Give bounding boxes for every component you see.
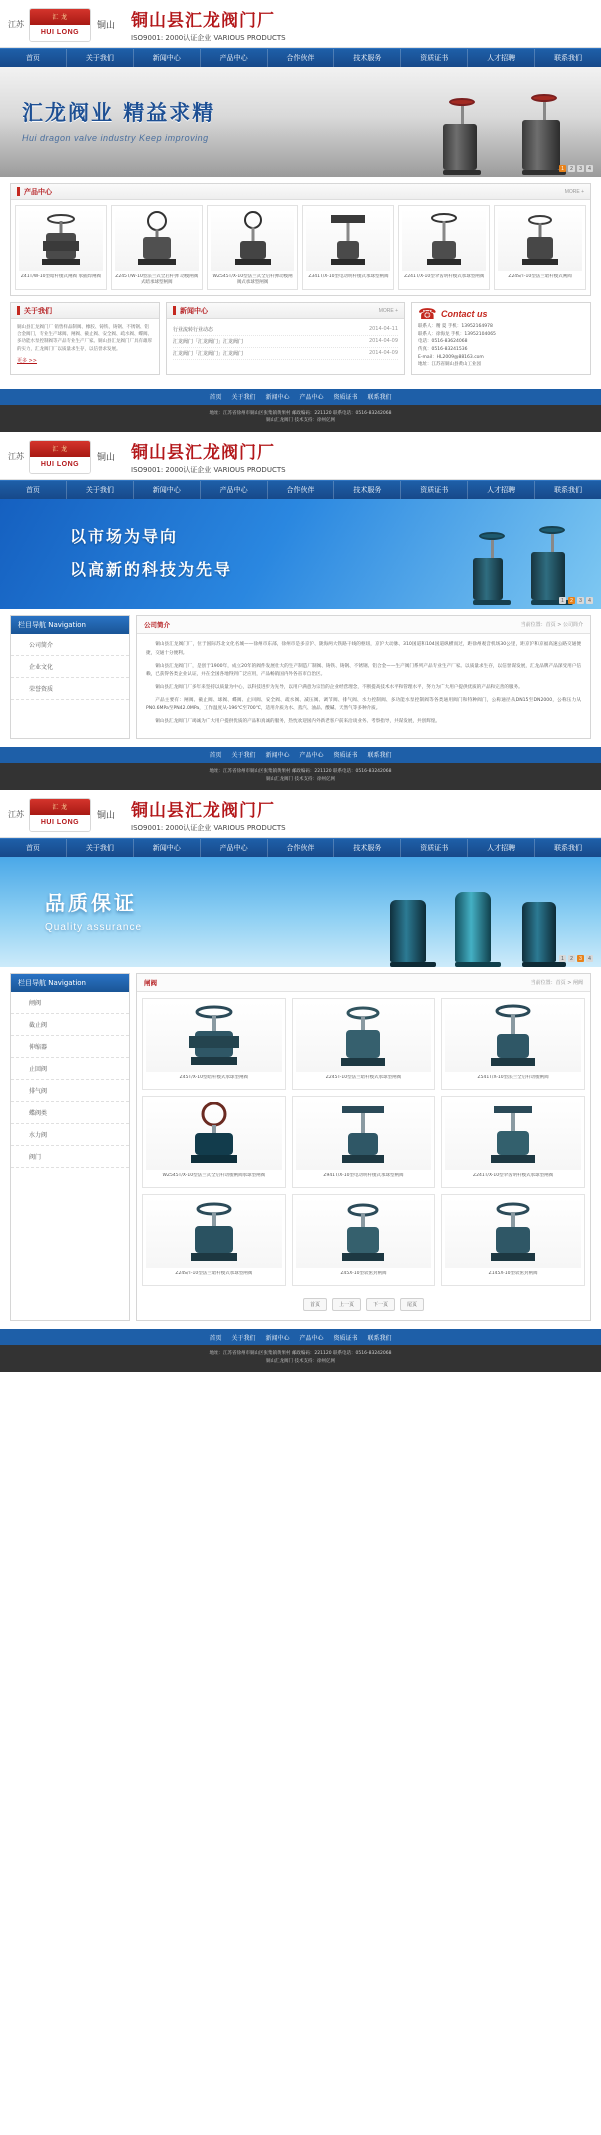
product-card[interactable]	[302, 205, 394, 290]
valve-icon	[179, 1200, 249, 1266]
product-panel-more-link[interactable]: MORE +	[564, 188, 584, 195]
product-panel-header	[11, 184, 590, 200]
product-card[interactable]	[142, 1194, 286, 1286]
banner3-subheadline: Quality assurance	[45, 922, 143, 934]
banner1-headline: 汇龙阀业 精益求精	[22, 101, 216, 125]
about-panel-title: 关于我们	[24, 306, 52, 315]
nav-item-service[interactable]: 技术服务	[334, 481, 401, 499]
footer-credit: 铜山汇龙阀门 技术支持：徐州亿网	[266, 776, 335, 782]
main-nav[interactable]	[0, 480, 601, 499]
footer-credit: 铜山汇龙阀门 技术支持：徐州亿网	[266, 1358, 335, 1364]
product-image	[211, 209, 295, 271]
nav-item-service[interactable]: 技术服务	[334, 839, 401, 857]
valve-icon	[179, 1102, 249, 1168]
contact-panel-title: Contact us	[441, 309, 488, 319]
about-paragraph: 铜山县汇龙阀门厂，是创于1900年，成立20年的阀件发展壮大的生产制造厂制阀、铸铁、铸钢、不锈钢、铝合金——生产阀门系列产品专业生产厂家。以质量求生存，以信誉谋发展，汇龙品牌产品深受用户信赖，已获得各类企业认证，并在全国各地得到广泛应用，产品畅销国内外各省市自治区。	[146, 663, 581, 678]
sidebar-item-check-valve[interactable]: 止回阀	[11, 1058, 129, 1080]
footer-nav-certificates[interactable]: 资质证书	[333, 752, 358, 760]
product-list-page	[0, 790, 601, 1372]
product-image	[19, 209, 103, 271]
logo-left-label: 江苏	[8, 810, 24, 820]
banner1-dots[interactable]	[559, 165, 593, 172]
header-titles	[131, 438, 286, 475]
nav-item-about[interactable]: 关于我们	[67, 481, 134, 499]
valve-illustration	[455, 892, 501, 967]
site-header	[0, 0, 601, 48]
nav-item-products[interactable]: 产品中心	[201, 839, 268, 857]
red-bar-icon	[17, 306, 20, 315]
product-list-grid	[137, 992, 590, 1292]
footer-address: 地址：江苏省徐州市铜山区张集镇黄果村 邮政编码：221120 联系电话：0516-83242068	[209, 768, 392, 774]
footer-nav-contact[interactable]: 联系我们	[367, 1334, 392, 1342]
logo-side-label: 铜山	[97, 21, 116, 31]
logo-en-label: HUI LONG	[40, 461, 80, 469]
phone-icon	[418, 307, 436, 321]
valve-icon	[38, 211, 84, 269]
sidebar-item-air-valve[interactable]: 排气阀	[11, 1080, 129, 1102]
nav-item-contact[interactable]: 联系我们	[554, 54, 583, 62]
logo-left-label: 江苏	[8, 20, 24, 29]
product-caption: Z245T-10型法兰暗杆楔式承球型闸阀	[325, 1075, 402, 1081]
product-panel-title: 产品中心	[24, 187, 52, 196]
valve-icon	[328, 1102, 398, 1168]
nav-item-certificates[interactable]: 资质证书	[401, 49, 468, 67]
product-image	[296, 1002, 432, 1072]
valve-icon	[478, 1200, 548, 1266]
nav-item-products[interactable]: 产品中心	[201, 481, 268, 499]
company-title: 铜山县汇龙阀门厂	[131, 443, 276, 464]
contact-line: E-mail：HL2009@88163.com	[418, 354, 484, 360]
site-header	[0, 432, 601, 480]
footer-nav-certificates[interactable]: 资质证书	[333, 1334, 358, 1342]
valve-icon	[478, 1102, 548, 1168]
footer-nav-home[interactable]: 首页	[209, 1334, 222, 1342]
sidebar-item-gate-valve[interactable]: 闸阀	[11, 992, 129, 1014]
breadcrumb: 当前位置：首页 > 公司简介	[520, 622, 583, 629]
product-caption: WZ545T/X-10型法兰式全启杆动楔闸阀承球型闸阀	[162, 1173, 266, 1179]
news-panel-body	[167, 319, 404, 365]
logo-en-label: HUI LONG	[40, 29, 80, 36]
footer-nav[interactable]	[0, 1329, 601, 1345]
nav-item-jobs[interactable]: 人才招聘	[468, 481, 535, 499]
hero-banner-1[interactable]	[0, 67, 601, 177]
nav-item-jobs[interactable]: 人才招聘	[468, 839, 535, 857]
footer-info	[0, 1345, 601, 1372]
nav-item-about[interactable]: 关于我们	[67, 839, 134, 857]
nav-item-contact[interactable]: 联系我们	[554, 486, 583, 495]
footer-nav-products[interactable]: 产品中心	[299, 394, 324, 402]
footer-nav-about[interactable]: 关于我们	[231, 752, 256, 760]
logo[interactable]	[8, 798, 121, 832]
product-center-panel	[10, 183, 591, 296]
footer-address: 地址：江苏省徐州市铜山区张集镇黄果村 邮政编码：221120 联系电话：0516-83242068	[209, 1351, 392, 1357]
footer-info	[0, 763, 601, 790]
red-bar-icon	[173, 306, 176, 315]
footer-nav-news[interactable]: 新闻中心	[265, 752, 290, 760]
news-list	[173, 324, 398, 360]
valve-icon	[230, 211, 276, 269]
nav-item-service[interactable]: 技术服务	[334, 49, 401, 67]
valve-illustration	[443, 98, 481, 175]
about-content-box	[136, 615, 591, 739]
news-item[interactable]	[173, 324, 398, 336]
news-panel	[166, 302, 405, 375]
banner1-subheadline: Hui dragon valve industry Keep improving	[22, 133, 209, 143]
logo-badge	[29, 798, 91, 832]
logo-dragon-label: 汇 龙	[52, 15, 68, 21]
product-card[interactable]	[441, 1096, 585, 1188]
valve-icon	[478, 1004, 548, 1070]
footer-nav-certificates[interactable]: 资质证书	[333, 394, 358, 402]
banner-dot[interactable]: 2	[568, 165, 575, 172]
news-title: 汇龙阀门「汇龙阀门」汇龙阀门	[173, 339, 244, 345]
valve-illustration	[473, 532, 511, 605]
product-image	[146, 1002, 282, 1072]
product-image	[115, 209, 199, 271]
logo-side-label: 铜山	[97, 453, 116, 464]
news-panel-header	[167, 303, 404, 319]
nav-item-products[interactable]: 产品中心	[201, 49, 268, 67]
logo-left-label: 江苏	[8, 452, 24, 462]
home-lower-row	[10, 302, 591, 381]
contact-panel-header	[412, 303, 590, 323]
side-nav-title: 栏目导航 Navigation	[11, 974, 129, 992]
hero-banner-2[interactable]	[0, 499, 601, 609]
company-subtitle: ISO9001: 2000认证企业 VARIOUS PRODUCTS	[131, 824, 286, 833]
product-caption: Z541T/X-10型法兰全启杆动楔闸阀	[477, 1075, 549, 1081]
contact-line: 联系人：精 夏 手机：13952164978	[418, 324, 493, 329]
contact-line: 电话：0516-83624068	[418, 339, 468, 345]
valve-icon	[328, 1004, 398, 1070]
product-image	[296, 1100, 432, 1170]
company-subtitle: ISO9001: 2000认证企业 VARIOUS PRODUCTS	[131, 466, 286, 475]
logo[interactable]	[8, 440, 121, 474]
product-card[interactable]	[292, 1096, 436, 1188]
about-paragraph: 铜山县汇龙阀门厂多年来坚持以质量为中心，以科技进步为先导，以用户满意为宗旨的企业经营理念，不断提高技术水平和管理水平，努力为广大用户提供优质的产品和完善的服务。	[155, 685, 523, 690]
nav-item-contact[interactable]: 联系我们	[554, 844, 583, 853]
valve-icon	[179, 1004, 249, 1070]
news-item[interactable]	[173, 336, 398, 348]
footer-nav-news[interactable]: 新闻中心	[265, 394, 290, 402]
banner-dot[interactable]: 3	[577, 955, 584, 962]
sidebar-item-expansion-joint[interactable]: 伸缩器	[11, 1036, 129, 1058]
valve-icon	[421, 211, 467, 269]
sidebar-item-globe-valve[interactable]: 截止阀	[11, 1014, 129, 1036]
product-card[interactable]	[494, 205, 586, 290]
product-card[interactable]	[441, 1194, 585, 1286]
product-card[interactable]	[15, 205, 107, 290]
logo-dragon-label: 汇 龙	[52, 805, 68, 812]
product-card[interactable]	[292, 998, 436, 1090]
about-text: 铜山县汇龙阀门厂 销售样品制阀、橡胶、铸铁、铸钢、不锈钢、铝合金阀门，专业生产球阀、闸阀、截止阀、安全阀、疏水阀、蝶阀、多功能水泵控制阀等产品专业生产厂家。铜山县汇龙阀门厂具有雄厚的实力，汇龙阀门厂以质量求生存，以信誉求发展。	[17, 325, 152, 352]
nav-item-home[interactable]: 首页	[0, 839, 67, 857]
product-image	[146, 1100, 282, 1170]
about-panel	[10, 302, 160, 375]
product-caption: WZ545T/X-10型法兰式全启杆弹动楔闸阀式承球型闸阀	[212, 274, 293, 285]
logo-bottom	[30, 815, 90, 831]
pager-first[interactable]: 首页	[303, 1298, 327, 1311]
about-content-header	[137, 616, 590, 634]
about-page	[0, 432, 601, 790]
footer-nav-contact[interactable]: 联系我们	[367, 394, 392, 402]
banner2-line2: 以高新的科技为先导	[70, 560, 233, 580]
product-card[interactable]	[441, 998, 585, 1090]
product-caption: Z24S/T-10型法兰暗杆楔式承球型闸阀	[175, 1271, 253, 1277]
about-side-nav	[10, 615, 130, 739]
banner3-text	[45, 887, 142, 933]
header-titles	[131, 796, 286, 833]
nav-item-partners[interactable]: 合作伙伴	[268, 49, 335, 67]
product-image	[306, 209, 390, 271]
contact-line: 地址：江苏省铜山县黄山工业园	[418, 362, 481, 368]
banner-dot[interactable]: 4	[586, 165, 593, 172]
header-titles	[131, 6, 286, 43]
product-card[interactable]	[292, 1194, 436, 1286]
nav-item-jobs[interactable]: 人才招聘	[468, 49, 535, 67]
banner3-dots[interactable]	[559, 955, 593, 962]
product-image	[445, 1100, 581, 1170]
valve-icon	[517, 211, 563, 269]
product-image	[498, 209, 582, 271]
banner-dot[interactable]: 2	[568, 597, 575, 604]
nav-item-certificates[interactable]: 资质证书	[401, 839, 468, 857]
banner-dot[interactable]: 1	[559, 597, 566, 604]
about-paragraph: 铜山县汇龙阀门厂，位于国际苏北文化名城——徐州市东部，徐州市是多京沪、陇海两大铁路干线的枢纽，京沪大动脉、310国道和104国道纵横而过，距徐州观音机场30公里，距京沪和京福高速公路交通便捷，交通十分便利。	[146, 642, 581, 656]
sidebar-item-honors[interactable]: 荣誉资质	[11, 678, 129, 700]
nav-item-news[interactable]: 新闻中心	[134, 481, 201, 499]
product-grid	[11, 200, 590, 295]
hero-banner-3[interactable]	[0, 857, 601, 967]
news-date: 2014-04-09	[368, 338, 398, 344]
page-title: 闸阀	[144, 979, 157, 988]
nav-item-news[interactable]: 新闻中心	[134, 839, 201, 857]
footer-nav-about[interactable]: 关于我们	[231, 394, 256, 402]
footer-nav-home[interactable]: 首页	[209, 752, 222, 760]
logo-top	[30, 9, 90, 25]
sidebar-item-valves[interactable]: 阀门	[11, 1146, 129, 1168]
about-panel-header	[11, 303, 159, 319]
product-caption: Z24S/T-10型法兰暗杆楔式闸阀	[508, 274, 572, 279]
page-title: 公司简介	[144, 621, 170, 630]
about-content-body	[137, 634, 590, 738]
banner-dot[interactable]: 1	[559, 165, 566, 172]
product-caption: Z241T/X-10型伞齿明杆楔式承球型闸阀	[473, 1173, 554, 1179]
footer-nav-products[interactable]: 产品中心	[299, 752, 324, 760]
product-caption: Z941T/X-10型电动明杆楔式承球型闸阀	[323, 1173, 404, 1179]
logo-side-label: 铜山	[97, 811, 116, 822]
logo-en-label: HUI LONG	[40, 819, 80, 827]
about-panel-body	[11, 319, 159, 369]
footer-nav-news[interactable]: 新闻中心	[265, 1334, 290, 1342]
footer-nav-products[interactable]: 产品中心	[299, 1334, 324, 1342]
product-caption: Z45X-10型软密封闸阀	[340, 1271, 387, 1277]
banner-dot[interactable]: 4	[586, 955, 593, 962]
product-image	[146, 1198, 282, 1268]
footer-info	[0, 405, 601, 432]
product-caption: Z45T/X-10型暗杆楔式承球型闸阀	[179, 1075, 248, 1081]
nav-item-certificates[interactable]: 资质证书	[401, 481, 468, 499]
product-card[interactable]	[142, 1096, 286, 1188]
about-content	[10, 609, 591, 747]
product-content-header	[137, 974, 590, 992]
contact-line: 传真：0516-83241536	[418, 346, 468, 352]
news-title: 行业流转行业动态	[173, 327, 214, 333]
about-more-link[interactable]: 更多 >>	[17, 357, 37, 364]
product-list-content	[10, 967, 591, 1329]
news-date: 2014-04-09	[368, 350, 398, 356]
logo-badge	[29, 440, 91, 474]
logo-bottom	[30, 25, 90, 41]
product-caption: Z41T/W-10型暗杆楔式闸阀 承插焊闸阀	[20, 274, 101, 279]
footer-nav[interactable]	[0, 389, 601, 405]
logo-bottom	[30, 457, 90, 473]
news-date: 2014-04-11	[368, 326, 398, 332]
about-paragraph: 铜山县汇龙阀门厂竭诚为广大用户提供优质的产品和真诚的服务，热忱欢迎国内外新老客户前来洽谈业务、考察指导，共谋发展，共创辉煌。	[155, 719, 441, 725]
product-image	[402, 209, 486, 271]
valve-illustration	[390, 900, 436, 967]
product-caption: Z245T/W-10型法兰式全启杆弹 动楔闸阀式暗承球型闸阀	[115, 274, 199, 285]
banner2-line1: 以市场为导向	[70, 527, 179, 547]
product-card[interactable]	[142, 998, 286, 1090]
valve-icon	[325, 211, 371, 269]
main-nav[interactable]	[0, 48, 601, 67]
product-card[interactable]	[111, 205, 203, 290]
sidebar-item-company-profile[interactable]: 公司简介	[11, 634, 129, 656]
nav-item-home[interactable]: 首页	[0, 49, 67, 67]
sidebar-item-culture[interactable]: 企业文化	[11, 656, 129, 678]
sidebar-item-butterfly-valve[interactable]: 蝶阀类	[11, 1102, 129, 1124]
pager-last[interactable]: 尾页	[400, 1298, 424, 1311]
pager-next[interactable]: 下一页	[366, 1298, 395, 1311]
contact-lines	[412, 323, 590, 374]
product-side-nav	[10, 973, 130, 1321]
side-nav-list	[11, 634, 129, 700]
pager-prev[interactable]: 上一页	[332, 1298, 361, 1311]
breadcrumb: 当前位置：首页 > 闸阀	[530, 980, 583, 987]
nav-item-about[interactable]: 关于我们	[67, 49, 134, 67]
sidebar-item-hydraulic-valve[interactable]: 水力阀	[11, 1124, 129, 1146]
main-nav[interactable]	[0, 838, 601, 857]
company-title: 铜山县汇龙阀门厂	[131, 11, 276, 31]
product-content-box	[136, 973, 591, 1321]
red-bar-icon	[17, 187, 20, 196]
product-caption: Z145X-10型软密封闸阀	[488, 1271, 538, 1277]
contact-line: 联系人：徐海龙 手机：13952104065	[418, 331, 496, 337]
valve-icon	[328, 1200, 398, 1266]
product-caption: Z241T/X-10型伞齿明杆楔式承球型闸阀	[404, 274, 485, 279]
site-header	[0, 790, 601, 838]
banner2-dots[interactable]	[559, 597, 593, 604]
product-card[interactable]	[207, 205, 299, 290]
company-subtitle: ISO9001: 2000认证企业 VARIOUS PRODUCTS	[131, 34, 286, 42]
footer-nav-home[interactable]: 首页	[209, 394, 222, 402]
banner1-text	[22, 97, 215, 143]
company-title: 铜山县汇龙阀门厂	[131, 801, 276, 822]
valve-illustration	[531, 526, 573, 605]
product-caption: Z341T/X-10型电动明杆楔式承球型闸阀	[308, 274, 389, 279]
product-card[interactable]	[398, 205, 490, 290]
side-nav-list	[11, 992, 129, 1168]
logo-badge	[29, 8, 91, 42]
contact-panel	[411, 302, 591, 375]
home-page	[0, 0, 601, 432]
news-title: 汇龙阀门「汇龙阀门」汇龙阀门	[173, 351, 244, 357]
logo[interactable]	[8, 8, 121, 42]
nav-item-partners[interactable]: 合作伙伴	[268, 481, 335, 499]
logo-top	[30, 441, 90, 457]
footer-nav-contact[interactable]: 联系我们	[367, 752, 392, 760]
banner3-headline: 品质保证	[45, 891, 137, 916]
news-item[interactable]	[173, 348, 398, 360]
home-content	[10, 177, 591, 389]
banner-dot[interactable]: 2	[568, 955, 575, 962]
nav-item-home[interactable]: 首页	[0, 481, 67, 499]
news-panel-more-link[interactable]: MORE +	[378, 307, 398, 314]
banner-dot[interactable]: 4	[586, 597, 593, 604]
banner-dot[interactable]: 3	[577, 597, 584, 604]
pagination[interactable]	[137, 1292, 590, 1320]
about-paragraph: 产品主要有：闸阀、截止阀、球阀、蝶阀、止回阀、安全阀、疏水阀、减压阀、调节阀、排气阀、水力控制阀、多功能水泵控制阀等各类通用阀门和特种阀门，公称通径从DN15至DN2000，公称压力从PN0.6MPa至PN42.0MPa，工作温度从-196℃至700℃，适用介质为水、蒸汽、油品、酸碱、天然气等多种介质。	[146, 697, 581, 712]
logo-top	[30, 799, 90, 815]
nav-item-news[interactable]: 新闻中心	[134, 49, 201, 67]
news-panel-title: 新闻中心	[180, 306, 208, 315]
nav-item-partners[interactable]: 合作伙伴	[268, 839, 335, 857]
side-nav-title: 栏目导航 Navigation	[11, 616, 129, 634]
banner-dot[interactable]: 1	[559, 955, 566, 962]
footer-nav-about[interactable]: 关于我们	[231, 1334, 256, 1342]
footer-nav[interactable]	[0, 747, 601, 763]
valve-icon	[134, 211, 180, 269]
logo-dragon-label: 汇 龙	[52, 447, 68, 454]
footer-credit: 铜山汇龙阀门 技术支持：徐州亿网	[266, 418, 335, 424]
valve-illustration	[522, 94, 566, 175]
product-image	[296, 1198, 432, 1268]
product-image	[445, 1198, 581, 1268]
product-image	[445, 1002, 581, 1072]
footer-address: 地址：江苏省徐州市铜山区张集镇黄果村 邮政编码：221120 联系电话：0516-83242068	[209, 410, 392, 416]
banner-dot[interactable]: 3	[577, 165, 584, 172]
